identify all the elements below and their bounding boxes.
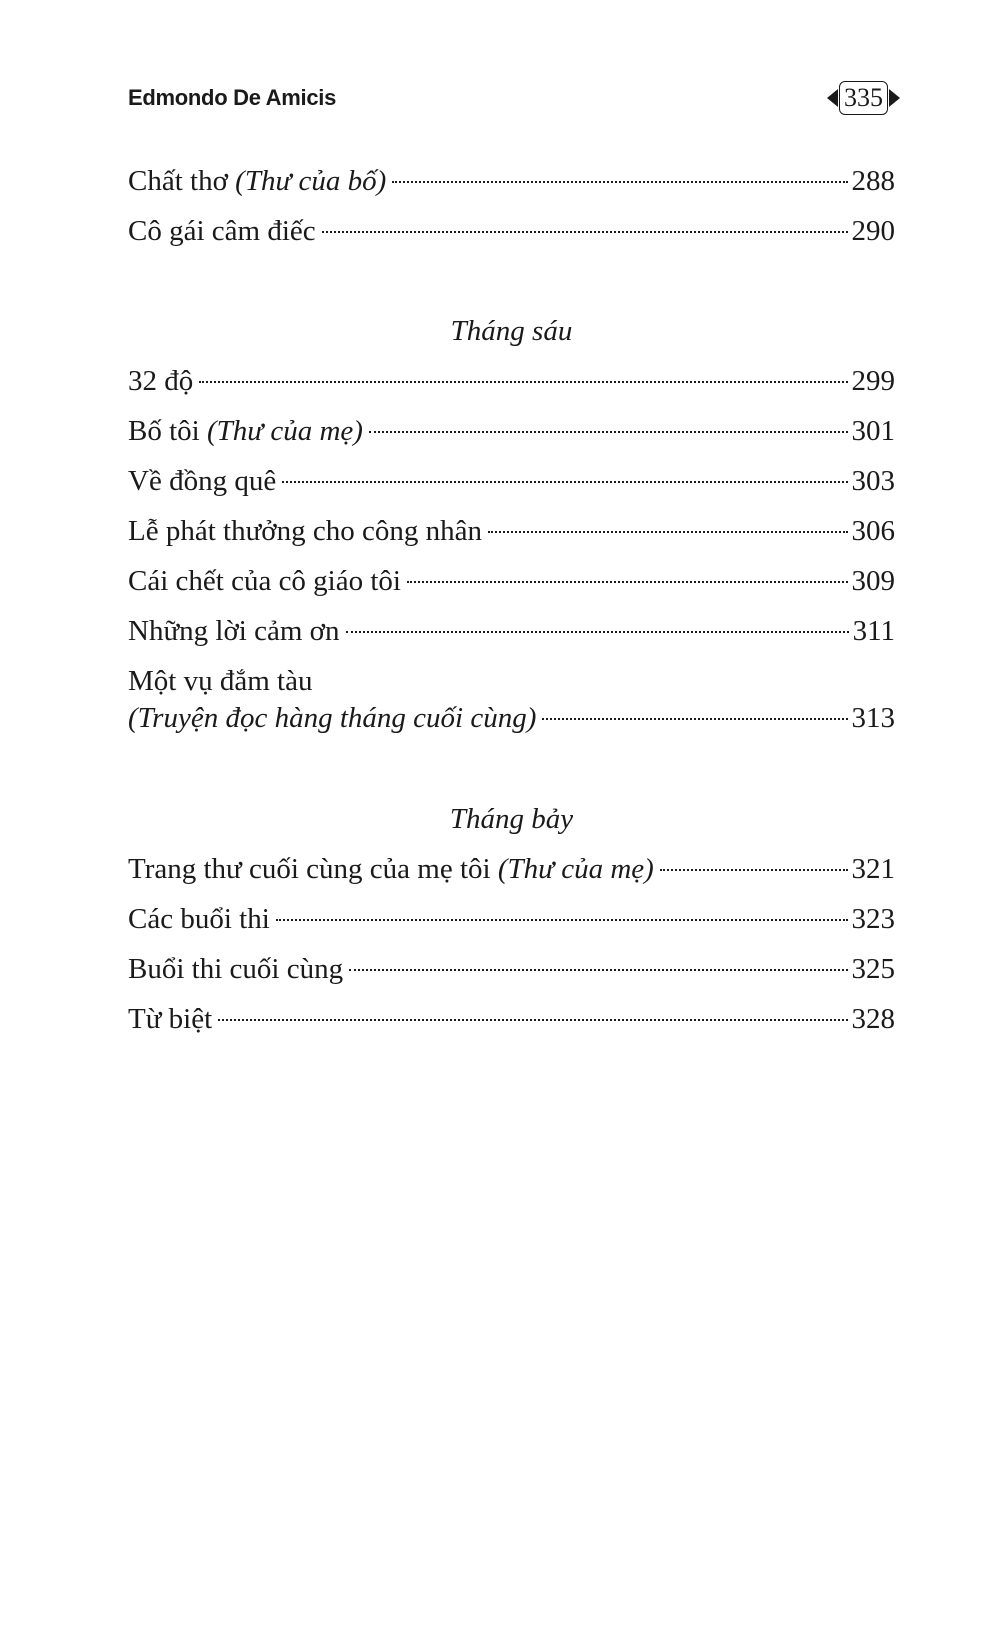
page-number: 335: [839, 81, 888, 115]
toc-entry[interactable]: [128, 406, 895, 456]
entry-page: 290: [851, 215, 895, 247]
dot-leader: [199, 381, 847, 383]
author-name: Edmondo De Amicis: [128, 85, 337, 110]
entry-page: 301: [851, 415, 895, 447]
entry-page: 303: [851, 465, 895, 497]
entry-title: Chất thơ (Thư của bố): [128, 165, 387, 197]
toc-entry[interactable]: [128, 156, 895, 206]
toc-entry[interactable]: [128, 206, 895, 256]
entry-title: Từ biệt: [128, 1003, 213, 1035]
table-of-contents: [128, 156, 895, 1044]
entry-page: 323: [851, 903, 895, 935]
dot-leader: [407, 581, 848, 583]
toc-entry[interactable]: [128, 656, 895, 744]
dot-leader: [349, 969, 847, 971]
entry-page: 299: [851, 365, 895, 397]
dot-leader: [488, 531, 848, 533]
toc-entry[interactable]: [128, 944, 895, 994]
entry-page: 325: [851, 953, 895, 985]
entry-page: 313: [851, 702, 895, 734]
entry-page: 309: [851, 565, 895, 597]
toc-entry[interactable]: [128, 894, 895, 944]
entry-title: 32 độ: [128, 365, 194, 397]
toc-entry[interactable]: [128, 844, 895, 894]
entry-title: Cô gái câm điếc: [128, 215, 316, 247]
toc-entry[interactable]: [128, 556, 895, 606]
toc-entry[interactable]: [128, 506, 895, 556]
entry-subtitle: (Truyện đọc hàng tháng cuối cùng): [128, 702, 537, 734]
entry-title: Trang thư cuối cùng của mẹ tôi (Thư của mẹ): [128, 853, 654, 885]
dot-leader: [276, 919, 848, 921]
entry-page: 306: [851, 515, 895, 547]
entry-title: Một vụ đắm tàu: [128, 665, 313, 697]
toc-entry[interactable]: [128, 356, 895, 406]
dot-leader: [322, 231, 848, 233]
entry-page: 311: [852, 615, 895, 647]
toc-entry[interactable]: [128, 606, 895, 656]
dot-leader: [346, 631, 849, 633]
toc-entry[interactable]: [128, 456, 895, 506]
section-title-july: Tháng bảy: [449, 803, 574, 835]
entry-title: Lễ phát thưởng cho công nhân: [128, 515, 482, 547]
entry-title: Buổi thi cuối cùng: [128, 953, 344, 985]
dot-leader: [660, 869, 848, 871]
entry-page: 328: [851, 1003, 895, 1035]
right-arrow-icon: [889, 89, 900, 107]
dot-leader: [392, 181, 847, 183]
entry-page: 321: [851, 853, 895, 885]
entry-page: 288: [851, 165, 895, 197]
dot-leader: [369, 431, 848, 433]
dot-leader: [218, 1019, 847, 1021]
entry-title: Những lời cảm ơn: [128, 615, 340, 647]
left-arrow-icon: [827, 89, 838, 107]
toc-entry[interactable]: [128, 994, 895, 1044]
entry-title: Về đồng quê: [128, 465, 277, 497]
dot-leader: [282, 481, 847, 483]
page-header: [128, 78, 900, 118]
entry-title: Bố tôi (Thư của mẹ): [128, 415, 363, 447]
section-title-june: Tháng sáu: [450, 315, 573, 347]
entry-title: Cái chết của cô giáo tôi: [128, 565, 401, 597]
page-number-badge: [827, 81, 900, 115]
dot-leader: [542, 718, 847, 720]
entry-title: Các buổi thi: [128, 903, 270, 935]
